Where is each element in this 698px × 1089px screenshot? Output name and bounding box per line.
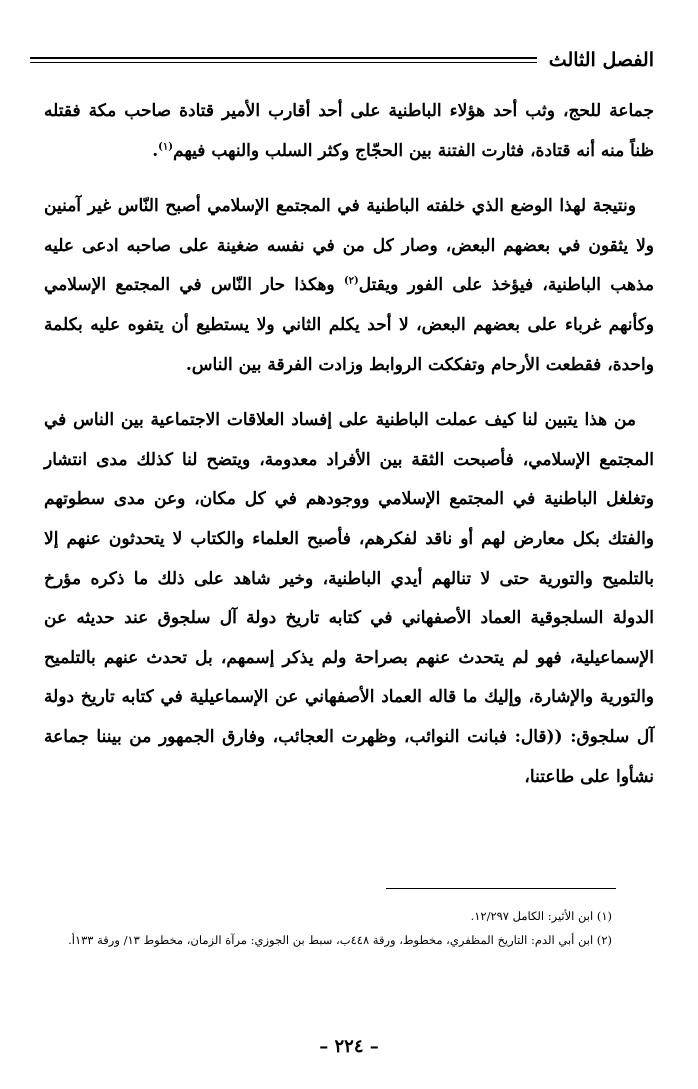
- paragraph-1: [44, 92, 654, 171]
- header-rule-thick: [30, 57, 537, 59]
- paragraph-2: [44, 187, 654, 385]
- chapter-title: الفصل الثالث: [548, 49, 654, 71]
- page-header: [30, 40, 654, 80]
- footnote-separator: [386, 888, 616, 889]
- footnote-ref-2[interactable]: (٢): [343, 275, 359, 287]
- paragraph-3: [44, 401, 654, 797]
- paragraph-2-text-b: وهكذا حار النّاس في المجتمع الإسلامي وكأنهم غرباء على بعضهم البعض، لا أحد يكلم الثاني ولا يستطيع أن يتفوه عليه بكلمة واحدة، فقطعت الأرحام وتفككت الروابط وزادت الفرقة بين الناس.: [44, 275, 654, 375]
- paragraph-1-end: .: [152, 140, 159, 161]
- paragraph-1-text: جماعة للحج، وثب أحد هؤلاء الباطنية على أحد أقارب الأمير قتادة صاحب مكة فقتله ظناً منه أنه قتادة، فثارت الفتنة بين الحجّاج وكثر السلب والنهب فيهم: [44, 101, 654, 161]
- body-text: [44, 92, 654, 797]
- footnote-1: (١) ابن الأثير: الكامل ١٢/٢٩٧.: [470, 909, 612, 923]
- header-rule-thin: [30, 62, 537, 63]
- header-rule: [30, 57, 537, 63]
- footnote-ref-1[interactable]: (١): [158, 140, 174, 152]
- footnote-2: (٢) ابن أبي الدم: التاريخ المظفري، مخطوط، ورقة ٤٤٨ب، سبط بن الجوزي: مرآة الزمان، مخطوط ١٣/ ورقة ١٣٣أ.: [68, 933, 612, 947]
- paragraph-2-text-a: ونتيجة لهذا الوضع الذي خلفته الباطنية في المجتمع الإسلامي أصبح النّاس غير آمنين ولا يثقون في بعضهم البعض، وصار كل من في نفسه ضغينة على صاحبه ادعى عليه مذهب الباطنية، فيؤخذ على الفور ويقتل: [44, 196, 654, 296]
- page-number: – ٢٢٤ –: [319, 1036, 379, 1057]
- footnotes: [50, 904, 612, 952]
- paragraph-3-text: من هذا يتبين لنا كيف عملت الباطنية على إفساد العلاقات الاجتماعية بين الناس في المجتمع الإسلامي، فأصبحت الثقة بين الأفراد معدومة، ويتضح لنا كذلك مدى انتشار وتغلغل الباطنية في المجتمع الإسلامي ووجودهم في كل مكان، وعن مدى سطوتهم والفتك بكل معارض لهم أو ناقد لفكرهم، فأصبح العلماء والكتاب لا يتحدثون عنهم إلا بالتلميح والتورية حتى لا تنالهم أيدي الباطنية، وخير شاهد على ذلك ما ذكره مؤرخ الدولة السلجوقية العماد الأصفهاني في كتابه تاريخ دولة آل سلجوق عند حديثه عن الإسماعيلية، فهو لم يتحدث عنهم بصراحة ولم يذكر إسمهم، بل تحدث عنهم بالتلميح والتورية والإشارة، وإليك ما قاله العماد الأصفهاني عن الإسماعيلية في كتابه تاريخ دولة آل سلجوق: ((قال: فبانت النوائب، وظهرت العجائب، وفارق الجمهور من بيننا جماعة نشأوا على طاعتنا،: [44, 410, 654, 787]
